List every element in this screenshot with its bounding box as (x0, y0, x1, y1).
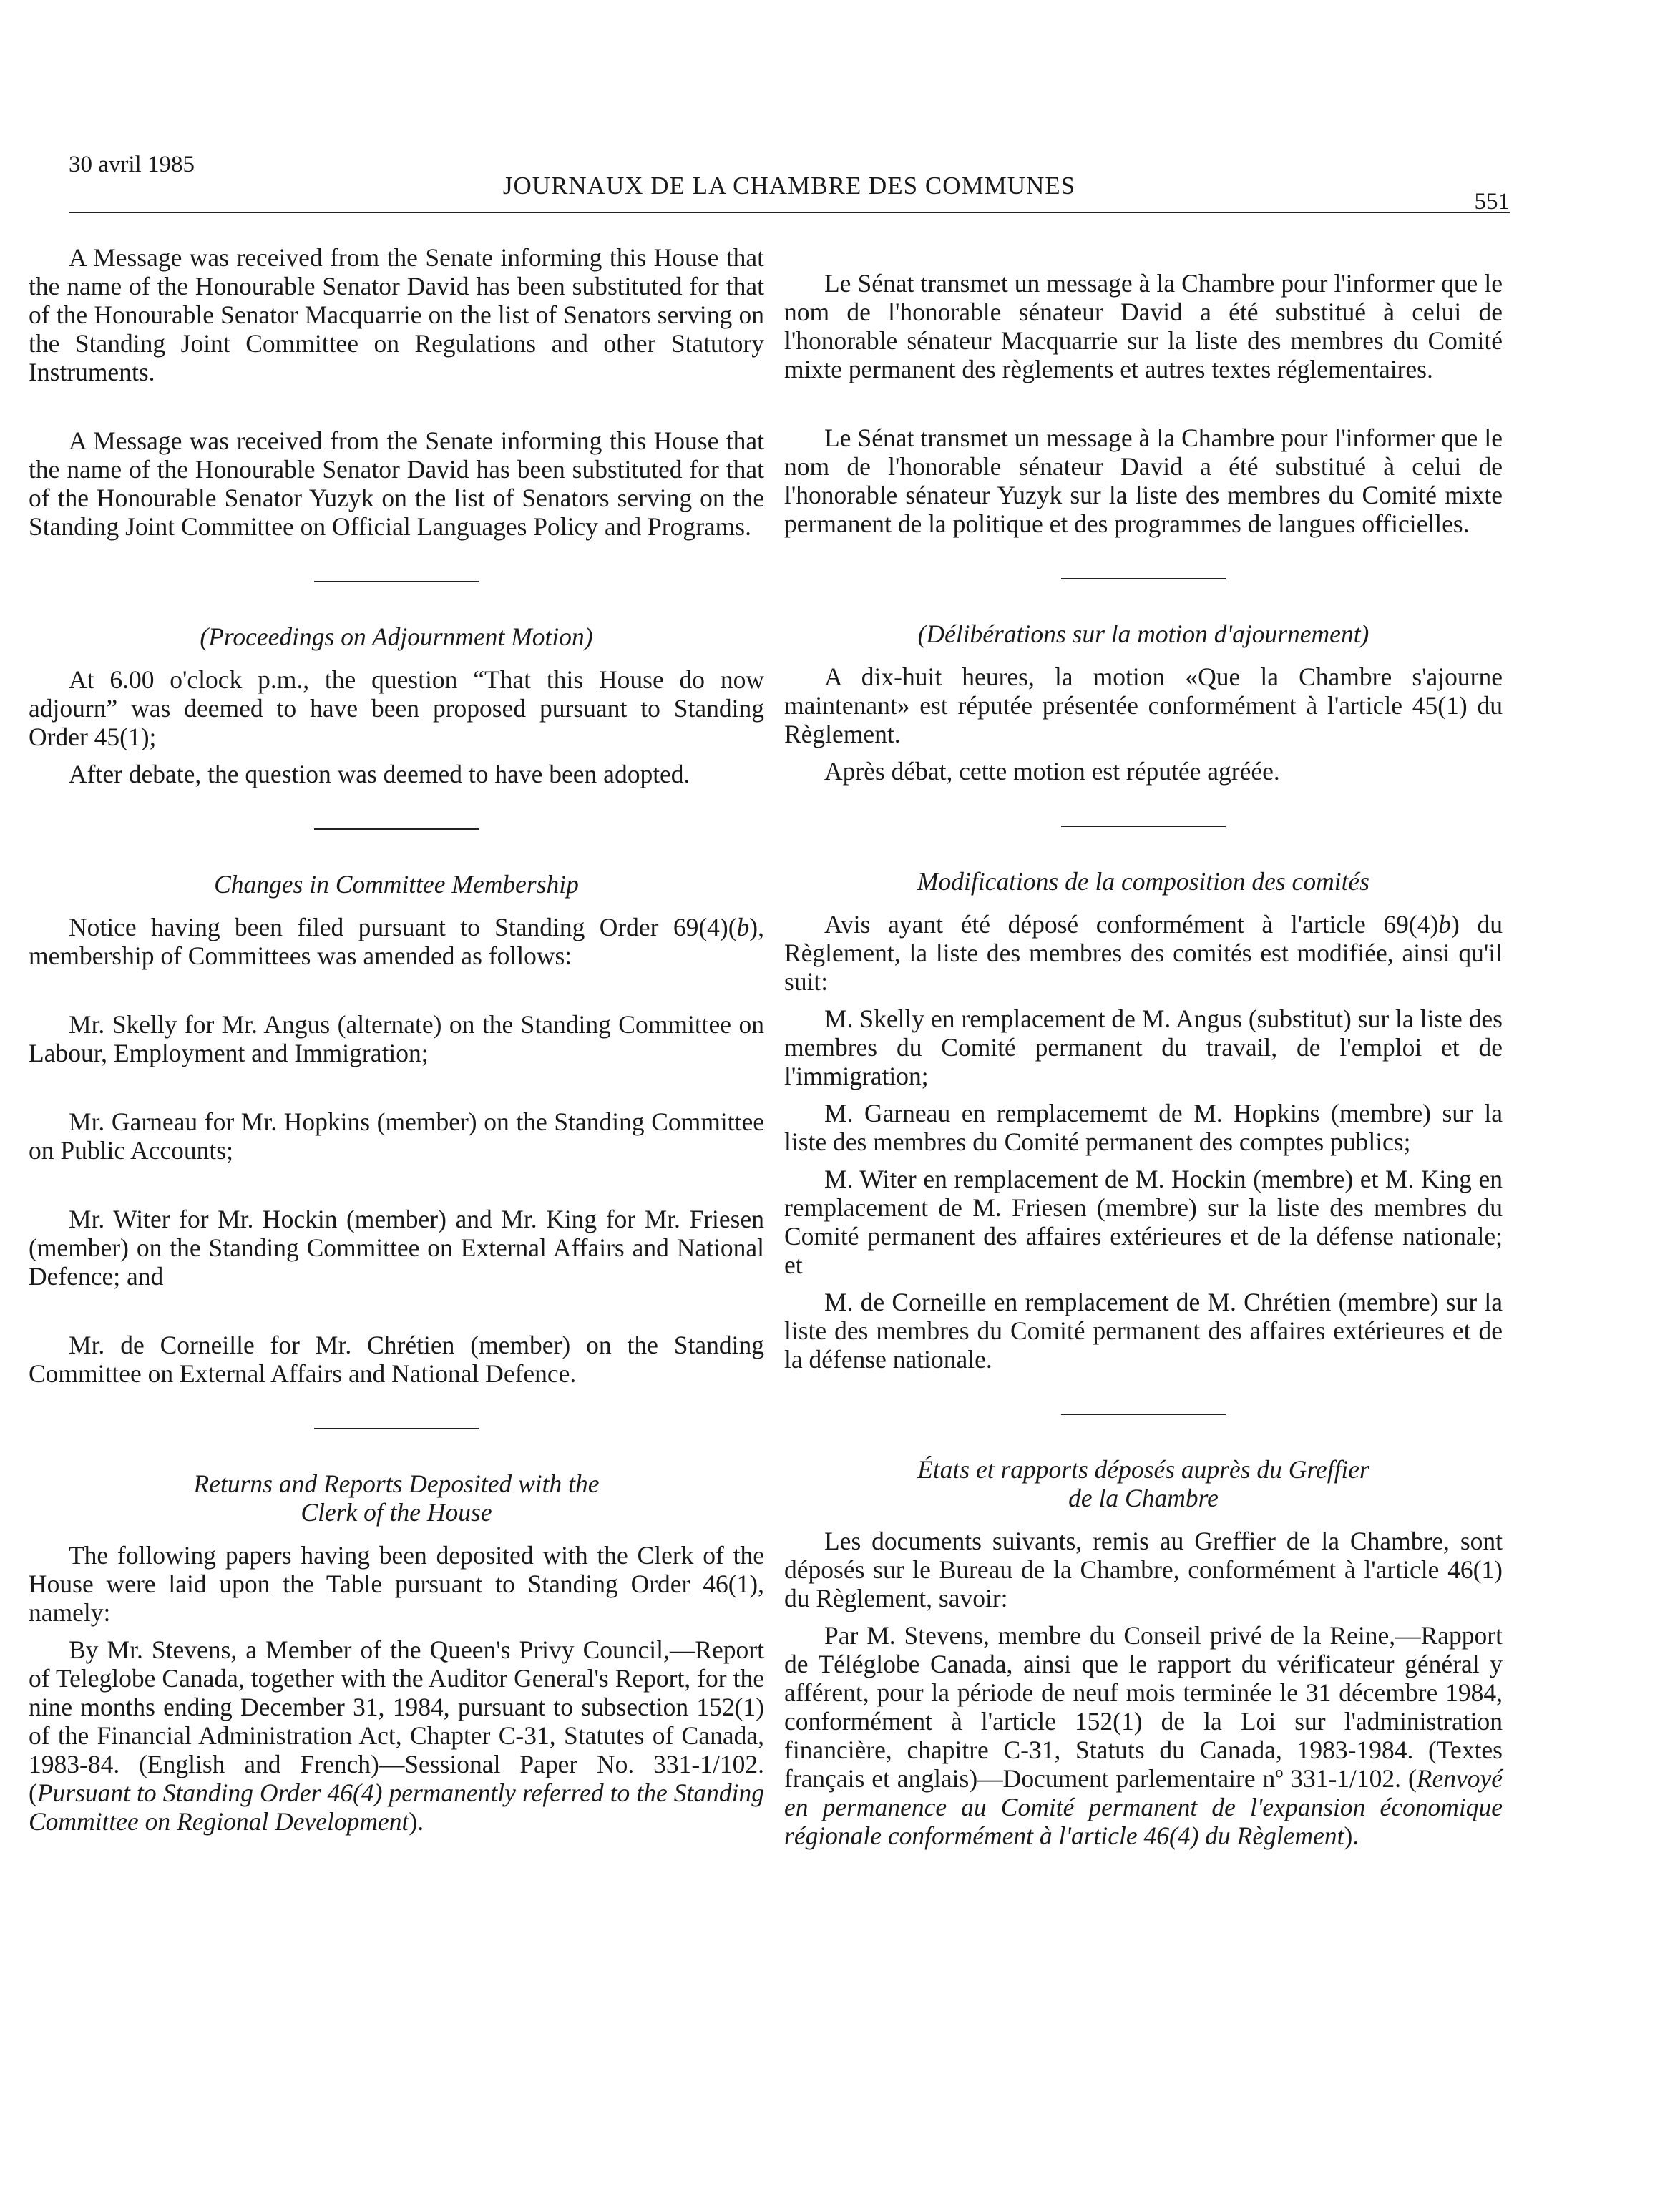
adjournment-paragraph: A dix-huit heures, la motion «Que la Chambre s'ajourne maintenant» est réputée présentée conformément à l'article 45(1) du Règlement. (784, 662, 1503, 748)
committee-heading: Modifications de la composition des comités (917, 867, 1370, 896)
returns-paper: By Mr. Stevens, a Member of the Queen's Privy Council,—Report of Teleglobe Canada, together with the Auditor General's Report, for the nine months ending December 31, 1984, pursuant to subsection 152(1) of the Financial Administration Act, Chapter C-31, Statutes of Canada, 1983-84. (English and French)—Sessional Paper No. 331-1/102. (Pursuant to Standing Order 46(4) permanently referred to the Standing Committee on Regional Development). (29, 1635, 764, 1836)
adjournment-paragraph: After debate, the question was deemed to have been adopted. (69, 760, 690, 788)
committee-heading: Changes in Committee Membership (214, 870, 579, 899)
committee-intro: Notice having been filed pursuant to Standing Order 69(4)(b), membership of Committees was amended as follows: (29, 913, 764, 970)
english-column (29, 243, 764, 1836)
page-header (69, 149, 1510, 220)
returns-paper: Par M. Stevens, membre du Conseil privé de la Reine,—Rapport de Téléglobe Canada, ainsi que le rapport du vérificateur général y afférent, pour la période de neuf mois terminée le 31 décembre 1984, conformément à l'article 152(1) de la Loi sur l'administration financière, chapitre C-31, Statuts du Canada, 1983-1984. (Textes français et anglais)—Document parlementaire nº 331-1/102. (Renvoyé en permanence au Comité permanent de l'expansion économique régionale conformément à l'article 46(4) du Règlement). (784, 1621, 1503, 1850)
committee-change: M. Skelly en remplacement de M. Angus (substitut) sur la liste des membres du Comité permanent du travail, de l'emploi et de l'immigration; (784, 1004, 1503, 1090)
section-divider (1061, 578, 1226, 579)
adjournment-heading: (Délibérations sur la motion d'ajournement) (917, 620, 1370, 648)
returns-intro: The following papers having been deposited with the Clerk of the House were laid upon the Table pursuant to Standing Order 46(1), namely: (29, 1541, 764, 1627)
senate-message-2: Le Sénat transmet un message à la Chambre pour l'informer que le nom de l'honorable sénateur David a été substitué à celui de l'honorable sénateur Yuzyk sur la liste des membres du Comité mixte permanent de la politique et des programmes de langues officielles. (784, 424, 1503, 538)
section-divider (314, 1428, 479, 1429)
section-divider (1061, 826, 1226, 827)
committee-change: M. de Corneille en remplacement de M. Chrétien (membre) sur la liste des membres du Comité permanent des affaires extérieures et de la défense nationale. (784, 1288, 1503, 1374)
adjournment-paragraph: At 6.00 o'clock p.m., the question “That this House do now adjourn” was deemed to have been proposed pursuant to Standing Order 45(1); (29, 665, 764, 751)
adjournment-paragraph: Après débat, cette motion est réputée agréée. (824, 757, 1280, 786)
returns-heading: États et rapports déposés auprès du Greffier de la Chambre (917, 1455, 1370, 1512)
returns-intro: Les documents suivants, remis au Greffier de la Chambre, sont déposés sur le Bureau de la Chambre, conformément à l'article 46(1) du Règlement, savoir: (784, 1527, 1503, 1612)
section-divider (314, 828, 479, 830)
senate-message-1: A Message was received from the Senate informing this House that the name of the Honourable Senator David has been substituted for that of the Honourable Senator Macquarrie on the list of Senators serving on the Standing Joint Committee on Regulations and other Statutory Instruments. (29, 243, 764, 386)
committee-change: Mr. de Corneille for Mr. Chrétien (member) on the Standing Committee on External Affairs and National Defence. (29, 1331, 764, 1388)
committee-change: Mr. Garneau for Mr. Hopkins (member) on the Standing Committee on Public Accounts; (29, 1107, 764, 1165)
senate-message-2: A Message was received from the Senate informing this House that the name of the Honourable Senator David has been substituted for that of the Honourable Senator Yuzyk on the list of Senators serving on the Standing Joint Committee on Official Languages Policy and Programs. (29, 426, 764, 541)
committee-intro: Avis ayant été déposé conformément à l'article 69(4)b) du Règlement, la liste des membres des comités est modifiée, ainsi qu'il suit: (784, 910, 1503, 996)
header-title: JOURNAUX DE LA CHAMBRE DES COMMUNES (502, 172, 1076, 200)
section-divider (1061, 1414, 1226, 1415)
header-rule (69, 212, 1510, 213)
french-column (784, 243, 1503, 1850)
section-divider (314, 581, 479, 582)
committee-change: Mr. Skelly for Mr. Angus (alternate) on the Standing Committee on Labour, Employment and Immigration; (29, 1010, 764, 1067)
committee-change: Mr. Witer for Mr. Hockin (member) and Mr. King for Mr. Friesen (member) on the Standing Committee on External Affairs and National Defence; and (29, 1205, 764, 1291)
page-number: 551 (1474, 189, 1510, 215)
adjournment-heading: (Proceedings on Adjournment Motion) (200, 622, 593, 651)
header-date: 30 avril 1985 (69, 152, 195, 177)
returns-heading: Returns and Reports Deposited with the Clerk of the House (193, 1469, 600, 1527)
committee-change: M. Garneau en remplacememt de M. Hopkins (membre) sur la liste des membres du Comité permanent des comptes publics; (784, 1099, 1503, 1156)
senate-message-1: Le Sénat transmet un message à la Chambre pour l'informer que le nom de l'honorable sénateur David a été substitué à celui de l'honorable sénateur Macquarrie sur la liste des membres du Comité mixte permanent des règlements et autres textes réglementaires. (784, 269, 1503, 383)
committee-change: M. Witer en remplacement de M. Hockin (membre) et M. King en remplacement de M. Friesen (membre) sur la liste des membres du Comité permanent des affaires extérieures et de la défense nationale; et (784, 1165, 1503, 1279)
